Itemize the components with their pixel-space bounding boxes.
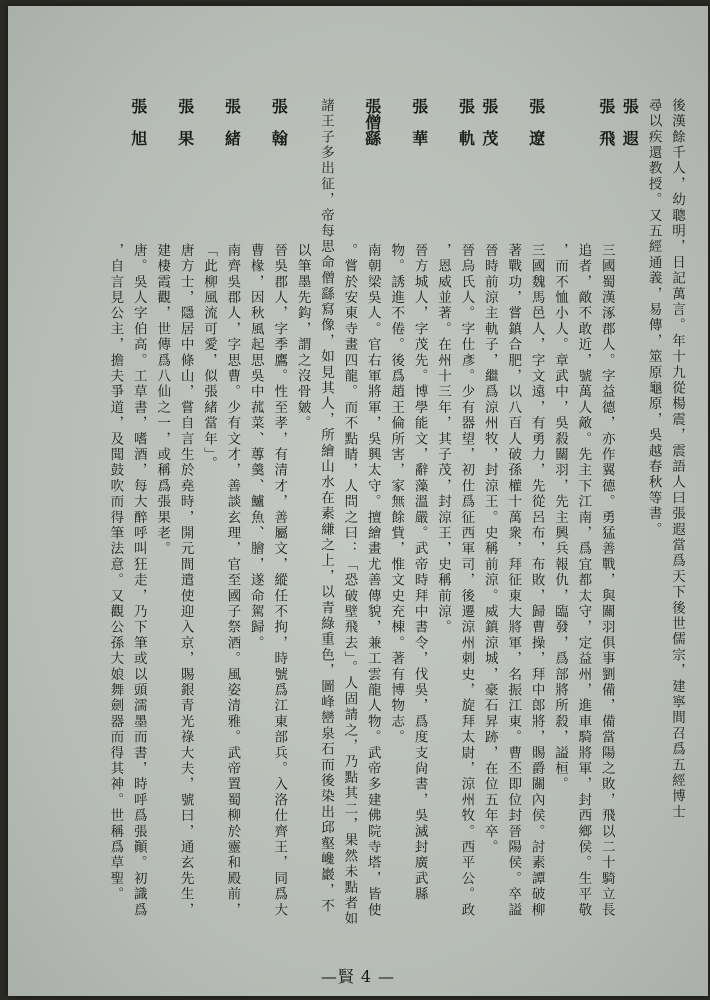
entry-heading: 張 果 (175, 98, 195, 146)
vertical-text-body (62, 98, 688, 928)
text-column: 南齊吳郡人，字思曹。少有文才，善談玄理，官至國子祭酒。風姿清雅。武帝置蜀柳於靈和殿前， (224, 243, 241, 919)
text-column: 著戰功，嘗鎮合肥，以八百人破孫權十萬衆，拜征東大將軍，名振江東。曹丕即位封晉陽侯。卒謚 (505, 243, 522, 919)
text-column: 。嘗於安東寺畫四龍。而不點睛，人問之曰：「恐破壁飛去」。人固請之，乃點其二，果然未點者如 (341, 243, 358, 928)
text-column: 曹椽，因秋風起思吳中菰菜、蓴羹、鱸魚、膾，遂命駕歸。 (247, 243, 264, 652)
text-column: 三國魏馬邑人，字文遠，有勇力，先從呂布，布敗，歸曹操，拜中郎將，賜爵關內侯。討素譚破柳 (528, 243, 545, 919)
text-column: 南朝梁吳人。官右軍將軍，吳興太守。擅繪畫尤善傳貌，兼工雲龍人物。武帝多建佛院寺塔，皆使 (364, 243, 381, 919)
text-column: 晉時前涼主軌子，繼爲涼州牧，封涼王。史稱前涼。威鎮涼城，豪石昇跡，在位五年卒。 (481, 243, 498, 856)
entry-heading: 張 飛 (596, 98, 616, 146)
text-column: 晉方城人，字茂先。博學能文，辭藻溫嚴。武帝時拜中書令，伐吳，爲度支尙書，吳滅封廣武縣 (411, 243, 428, 903)
text-column: 晉烏氏人。字仕彥。少有器望，初仕爲征西軍司，後遷涼州刺史，旋拜太尉，涼州牧。西平公。政 (458, 243, 475, 919)
page-number: —賢 4 — (320, 967, 396, 986)
entry-heading: 張 軌 (456, 98, 476, 146)
text-column: 晉吳郡人，字季鷹。性至孝，有清才，善屬文，縱任不拘，時號爲江東部兵。入洛仕齊王，同爲大 (271, 243, 288, 919)
text-column: 以筆墨先鈎，謂之沒骨皴。 (294, 243, 311, 432)
text-column: ，自言見公主，擔夫爭道，及聞鼓吹而得筆法意。又觀公孫大娘舞劍器而得其神。世稱爲草聖。 (107, 243, 124, 903)
text-column: 建棲霞觀，世傳爲八仙之一，或稱爲張果老。 (154, 243, 171, 557)
text-column: 三國蜀漢涿郡人。字益德，亦作翼德。勇猛善戰，與關羽俱事劉備，備當陽之敗，飛以二十騎立長 (598, 243, 615, 919)
entry-heading: 張 緒 (222, 98, 242, 146)
entry-heading: 張 茂 (479, 98, 499, 146)
entry-heading: 張 華 (409, 98, 429, 146)
entry-heading: 張 遐 (620, 98, 640, 146)
text-column: 尋以疾還教授。又五經通義，易傳，筮原龜原，吳越春秋等書。 (645, 98, 662, 538)
book-page (8, 6, 708, 996)
entry-heading: 張僧繇 (362, 98, 382, 146)
text-column: 「此柳風流可愛，似張緒當年」。 (200, 243, 217, 472)
entry-heading: 張 翰 (269, 98, 289, 146)
text-column: ，而不恤小人。章武中，吳殺關羽，先主興兵報仇，臨發，爲部將所殺，謚桓。 (551, 243, 568, 793)
text-column: 唐。吳人字伯高。工草書，嗜酒，每大醉呼叫狂走，乃下筆或以頭濡墨而書，時呼爲張顚。初識爲 (130, 243, 147, 919)
text-column: 諸王子多出征，帝每思命僧繇寫像，如見其人，所繪山水在素縑之上，以青綠重色，圖峰巒泉石而後染出邱壑巉巖，不 (317, 98, 334, 915)
text-column: ，恩威並著。在州十三年，其子茂，封涼王，史稱前涼。 (434, 243, 451, 636)
text-column: 物。誘進不倦。後爲趙王倫所害，家無餘貲，惟文史充棟。著有博物志。 (388, 243, 405, 746)
entry-heading: 張 旭 (128, 98, 148, 146)
text-column: 追者，敵不敢近，號萬人敵。先主下江南，爲宜都太守，定益州，進車騎將軍，封西鄉侯。生平敬 (575, 243, 592, 919)
text-column: 唐方士，隱居中條山，嘗自言生於堯時，開元間遣使迎入京，賜銀青光祿大夫，號曰，通玄先生， (177, 243, 194, 919)
entry-heading: 張 遼 (526, 98, 546, 146)
text-column: 後漢餘千人，幼聰明，日記萬言。年十九從楊震，震語人曰張遐當爲天下後世儒宗，建寧間召爲五經博士 (668, 98, 685, 821)
